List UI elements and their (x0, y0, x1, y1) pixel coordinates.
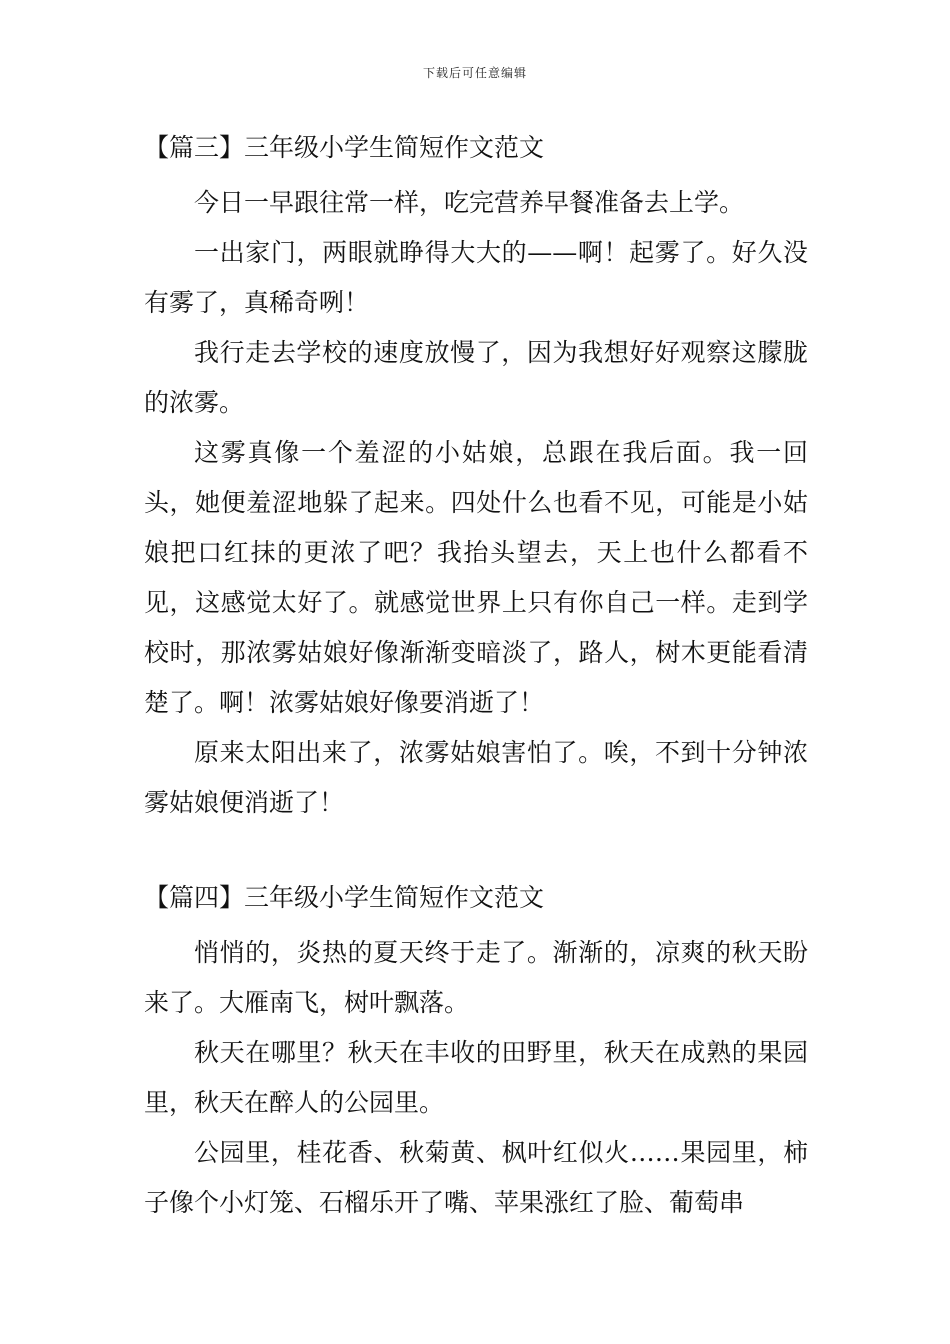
paragraph: 原来太阳出来了，浓雾姑娘害怕了。唉，不到十分钟浓雾姑娘便消逝了！ (144, 738, 808, 817)
paragraph: 这雾真像一个羞涩的小姑娘，总跟在我后面。我一回头，她便羞涩地躲了起来。四处什么也看不见，可能是小姑娘把口红抹的更浓了吧？我抬头望去，天上也什么都看不见，这感觉太好了。就感觉世界上只有你自己一样。走到学校时，那浓雾姑娘好像渐渐变暗淡了，路人，树木更能看清楚了。啊！浓雾姑娘好像要消逝了！ (144, 438, 808, 717)
section-title: 【篇三】三年级小学生简短作文范文 (144, 133, 545, 162)
paragraph: 悄悄的，炎热的夏天终于走了。渐渐的，凉爽的秋天盼来了。大雁南飞，树叶飘落。 (144, 938, 808, 1017)
section-divider-space (144, 828, 808, 878)
paragraph: 公园里，桂花香、秋菊黄、枫叶红似火……果园里，柿子像个小灯笼、石榴乐开了嘴、苹果涨红了脸、葡萄串 (144, 1138, 808, 1217)
paragraph: 我行走去学校的速度放慢了，因为我想好好观察这朦胧的浓雾。 (144, 338, 808, 417)
paragraph: 秋天在哪里？秋天在丰收的田野里，秋天在成熟的果园里，秋天在醉人的公园里。 (144, 1038, 808, 1117)
paragraph: 今日一早跟往常一样，吃完营养早餐准备去上学。 (194, 188, 745, 217)
essay-section-3 (144, 128, 808, 828)
page-header-note: 下载后可任意编辑 (422, 66, 527, 80)
document-body (144, 128, 808, 1228)
paragraph: 一出家门，两眼就睁得大大的——啊！起雾了。好久没有雾了，真稀奇咧！ (144, 238, 808, 317)
section-title: 【篇四】三年级小学生简短作文范文 (144, 883, 545, 912)
essay-section-4 (144, 878, 808, 1228)
